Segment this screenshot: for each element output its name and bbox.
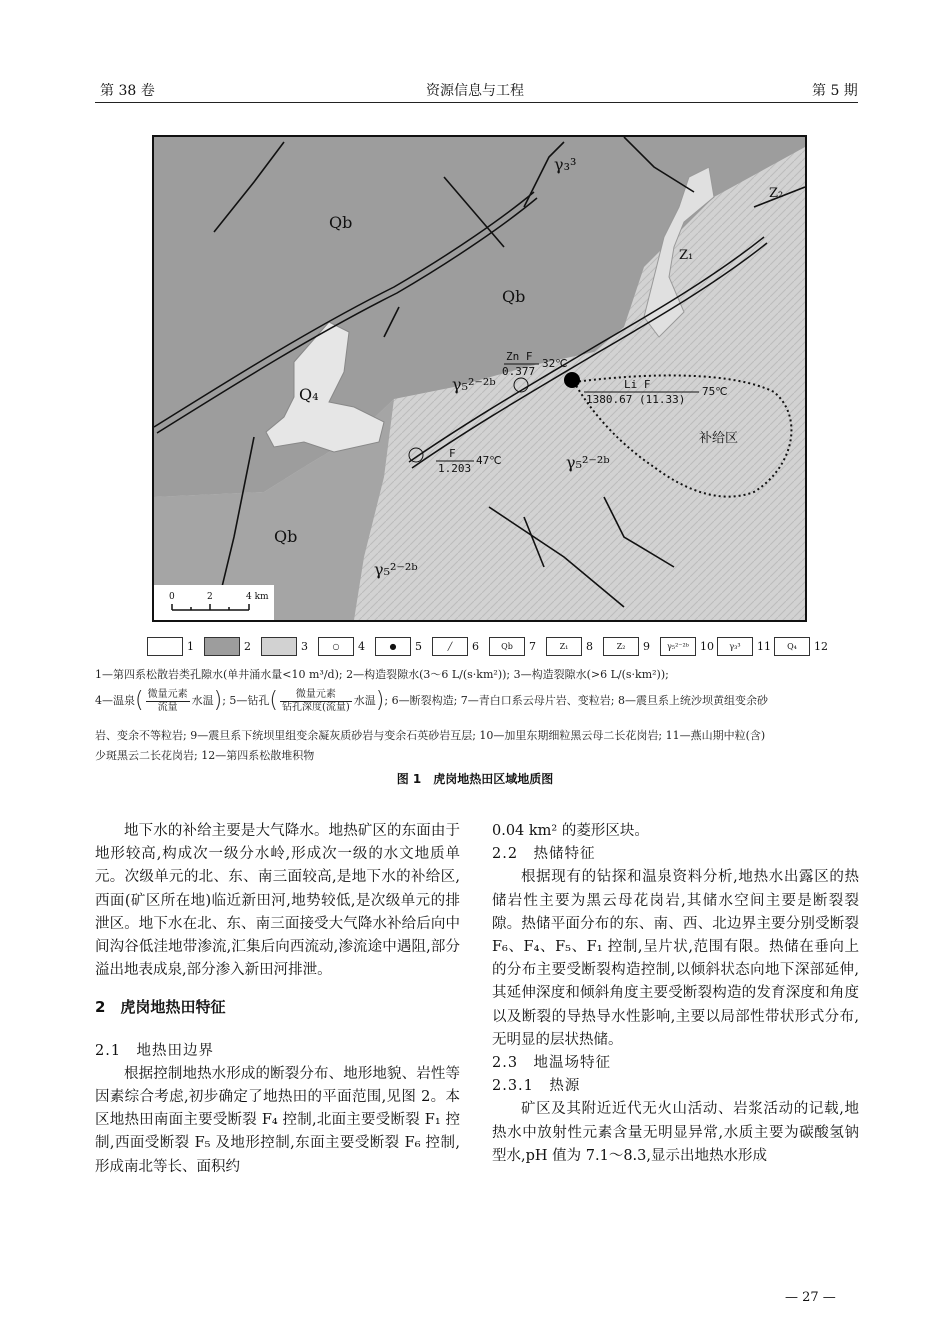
legend-note-line-3: 岩、变余不等粒岩; 9—震旦系下统坝里组变余凝灰质砂岩与变余石英砂岩互层; 10—加里东期细粒黑云母二长花岗岩; 11—燕山期中粒(含) (95, 729, 766, 742)
label-gamma5-c: γ₅²⁻²ᵇ (374, 560, 418, 579)
note-spring-label: 4—温泉 (95, 694, 135, 708)
header-volume: 第 38 卷 (100, 83, 155, 99)
legend-swatch: γ₃³ (717, 637, 753, 656)
note-temp-label: 水温 (191, 694, 214, 708)
fraction-denominator: 流量 (157, 701, 178, 713)
legend-number: 1 (187, 640, 194, 653)
spring-f-top: F (449, 447, 456, 460)
fraction-numerator: 微量元素 (280, 689, 352, 702)
legend-swatch: Z₂ (603, 637, 639, 656)
paragraph: 根据控制地热水形成的断裂分布、地形地貌、岩性等因素综合考虑,初步确定了地热田的平面范围,见图 2。本区地热田南面主要受断裂 F₄ 控制,北面主要受断裂 F₁ 控制,西面受断裂 F₅ 及地形控制,东面主要受断裂 F₆ 控制,形成南北等长、面积约 (95, 1065, 460, 1175)
legend-swatch (147, 637, 183, 656)
right-column (492, 820, 859, 1168)
legend-swatch (204, 637, 240, 656)
paragraph: 根据现有的钻探和温泉资料分析,地热水出露区的热储岩性主要为黑云母花岗岩,其储水空间主要是断裂裂隙。热储平面分布的东、南、西、北边界主要分别受断裂 F₆、F₄、F₅、F₁ 控制,呈片状,范围有限。热储在垂向上的分布主要受断裂构造控制,以倾斜状态向地下深部延伸,其延伸深度和倾斜角度主要受断裂构造的发育深度和角度以及断裂的导热导水性影响,主要以局部性带状形式分布,无明显的层状热储。 (492, 869, 859, 1048)
drill-li-bottom: 1380.67 (11.33) (586, 393, 686, 406)
paren-open: ( (135, 688, 144, 713)
legend-number: 10 (700, 640, 714, 653)
legend-number: 3 (301, 640, 308, 653)
header-rule (95, 102, 858, 103)
legend-swatch: Qb (489, 637, 525, 656)
left-column (95, 820, 460, 1179)
paragraph: 地下水的补给主要是大气降水。地热矿区的东面由于地形较高,构成次一级分水岭,形成次一级的水文地质单元。次级单元的北、东、南三面较高,是地下水的补给区,西面(矿区所在地)临近新田河,地势较低,是次级单元的排泄区。地下水在北、东、南三面接受大气降水补给后向中间沟谷低洼地带渗流,汇集后向西流动,渗流途中遇阻,部分溢出地表成泉,部分渗入新田河排泄。 (95, 823, 460, 979)
label-gamma3: γ₃³ (554, 155, 577, 174)
label-q4: Q₄ (299, 385, 319, 404)
legend-number: 2 (244, 640, 251, 653)
drill-li-temp: 75℃ (702, 385, 728, 398)
label-qb-north: Qb (329, 213, 353, 232)
drill-hole (564, 372, 580, 388)
legend (147, 637, 847, 657)
paren-close: ) (213, 688, 223, 713)
legend-number: 4 (358, 640, 365, 653)
paragraph: 0.04 km² 的菱形区块。 (492, 823, 649, 839)
page-number: — 27 — (785, 1290, 836, 1305)
subsection-heading: 2.2 热储特征 (492, 846, 596, 863)
legend-swatch: ○ (318, 637, 354, 656)
label-qb-center: Qb (502, 287, 526, 306)
subsection-heading: 2.1 地热田边界 (95, 1042, 215, 1059)
legend-number: 8 (586, 640, 593, 653)
scale-tick-2: 2 (207, 592, 213, 602)
spring-f-bottom: 1.203 (438, 462, 472, 475)
note-temp-label: 水温 (353, 694, 376, 708)
label-z1: Z₁ (679, 248, 694, 263)
legend-note-line-1: 1—第四系松散岩类孔隙水(单井涌水量<10 m³/d); 2—构造裂隙水(3～6 L/(s·km²)); 3—构造裂隙水(>6 L/(s·km²)); (95, 668, 669, 681)
geologic-map (152, 135, 807, 622)
legend-number: 6 (472, 640, 479, 653)
spring-zn-top: Zn F (506, 350, 533, 363)
subsubsection-heading: 2.3.1 热源 (492, 1078, 581, 1095)
legend-note-line-4: 少斑黑云二长花岗岩; 12—第四系松散堆积物 (95, 749, 315, 762)
drill-li-top: Li F (624, 378, 651, 391)
fraction-numerator: 微量元素 (147, 689, 188, 701)
legend-number: 5 (415, 640, 422, 653)
legend-swatch: Z₁ (546, 637, 582, 656)
label-qb-south: Qb (274, 527, 298, 546)
scale-bar-background (154, 585, 274, 620)
drill-fraction (280, 689, 352, 713)
scale-tick-0: 0 (169, 592, 175, 602)
paren-open: ( (269, 688, 278, 713)
legend-swatch: Q₄ (774, 637, 810, 656)
spring-f-temp: 47℃ (476, 454, 502, 467)
label-z2: Z₂ (769, 186, 784, 201)
legend-swatch: ╱ (432, 637, 468, 656)
legend-swatch: ● (375, 637, 411, 656)
label-supply-area: 补给区 (699, 431, 739, 446)
legend-swatch (261, 637, 297, 656)
legend-number: 9 (643, 640, 650, 653)
note-rest: ; 6—断裂构造; 7—青白口系云母片岩、变粒岩; 8—震旦系上统沙坝黄组变余砂 (384, 694, 768, 708)
legend-number: 11 (757, 640, 771, 653)
spring-zn-temp: 32℃ (542, 357, 568, 370)
legend-swatch: γ₅²⁻²ᵇ (660, 637, 696, 656)
note-drill-label: ; 5—钻孔 (222, 694, 270, 708)
legend-number: 12 (814, 640, 828, 653)
label-gamma5-a: γ₅²⁻²ᵇ (452, 375, 496, 394)
subsection-heading: 2.3 地温场特征 (492, 1055, 612, 1072)
header-journal: 资源信息与工程 (426, 83, 524, 99)
legend-note-line-2 (95, 688, 860, 714)
fraction-denominator: 钻孔深度(流量) (281, 701, 350, 713)
paren-close: ) (375, 688, 385, 713)
paragraph: 矿区及其附近近代无火山活动、岩浆活动的记载,地热水中放射性元素含量无明显异常,水质主要为碳酸氢钠型水,pH 值为 7.1～8.3,显示出地热水形成 (492, 1101, 859, 1164)
header-issue: 第 5 期 (812, 83, 858, 99)
legend-number: 7 (529, 640, 536, 653)
scale-tick-4: 4 km (246, 592, 269, 602)
spring-zn-bottom: 0.377 (502, 365, 536, 378)
section-heading: 2 虎岗地热田特征 (95, 998, 226, 1017)
label-gamma5-b: γ₅²⁻²ᵇ (566, 453, 610, 472)
figure-caption: 图 1 虎岗地热田区域地质图 (396, 772, 554, 786)
spring-fraction (146, 689, 190, 713)
